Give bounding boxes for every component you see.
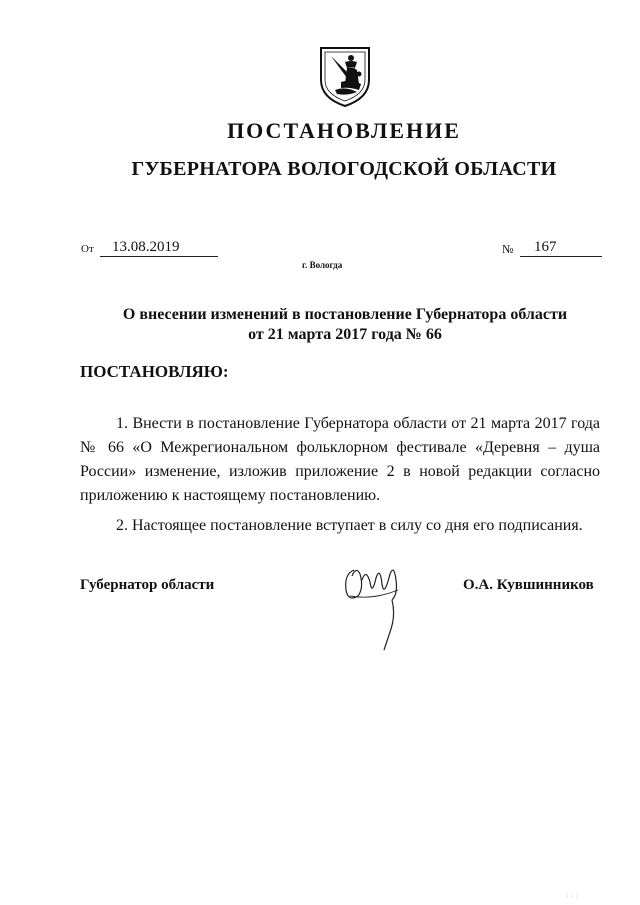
paragraph-2: 2. Настоящее постановление вступает в силу со дня его подписания. (116, 517, 583, 534)
number-prefix: № (502, 242, 514, 256)
handwritten-signature (340, 560, 410, 652)
signatory-name: О.А. Кувшинников (463, 577, 594, 593)
document-subtitle: ГУБЕРНАТОРА ВОЛОГОДСКОЙ ОБЛАСТИ (131, 158, 557, 180)
decree-heading: ПОСТАНОВЛЯЮ: (80, 362, 229, 381)
paragraph-1: 1. Внести в постановление Губернатора области от 21 марта 2017 года № 66 «О Межрегиональном фольклорном фестивале «Деревня – душа России» изменение, изложив приложение 2 в новой редакции согласно приложению к настоящему постановлению. (80, 415, 600, 504)
subject-line-1: О внесении изменений в постановление Губернатора области (122, 306, 568, 323)
date-prefix: От (81, 243, 94, 255)
document-city: г. Вологда (302, 260, 343, 270)
subject-line-2: от 21 марта 2017 года № 66 (248, 326, 442, 343)
document-number: 167 (520, 239, 602, 257)
scan-edge-marks: · · · (566, 892, 578, 901)
coat-of-arms-icon (317, 44, 373, 108)
document-subject (100, 305, 590, 345)
document-title: ПОСТАНОВЛЕНИЕ (227, 118, 461, 143)
signatory-role: Губернатор области (80, 577, 215, 593)
document-date: 13.08.2019 (100, 239, 218, 257)
document-body (80, 412, 600, 538)
